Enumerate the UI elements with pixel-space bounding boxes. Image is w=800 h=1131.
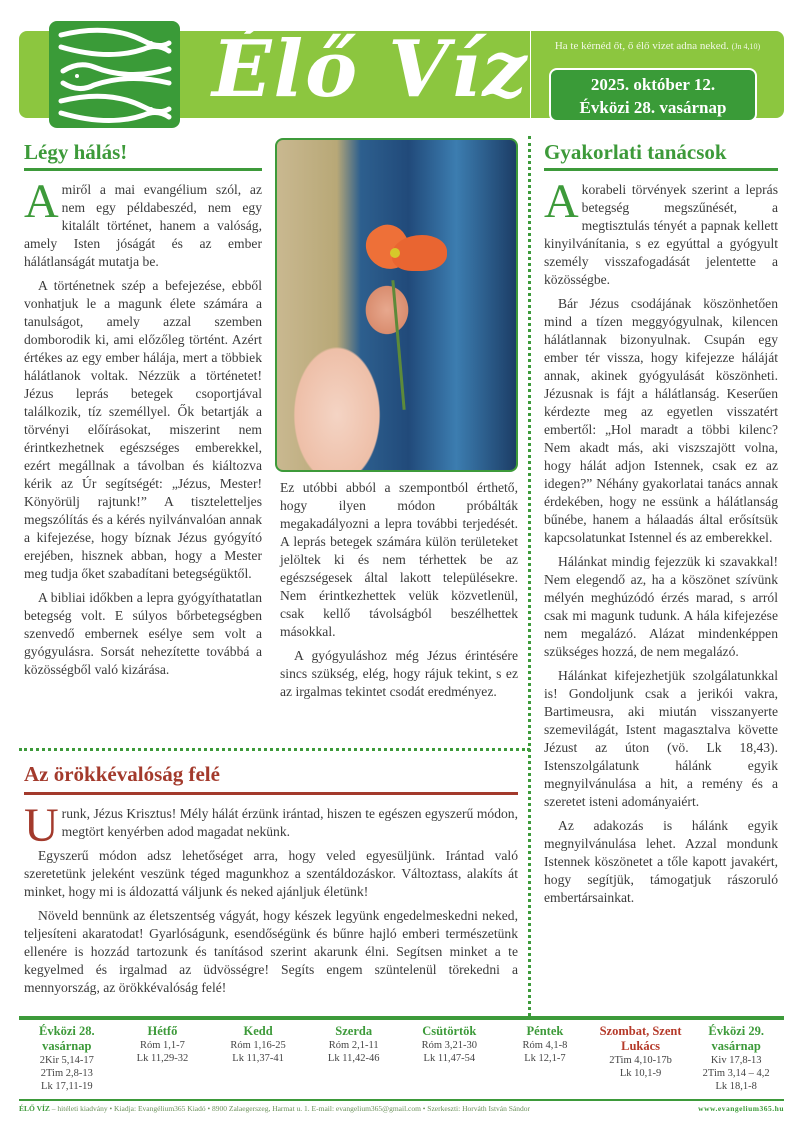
calendar-day [497,1024,593,1093]
reading: 2Tim 2,8-13 [40,1068,93,1079]
reading: Kiv 17,8-13 [710,1055,762,1066]
reading: Lk 11,47-54 [423,1053,476,1064]
photo-flower-center [390,248,400,258]
footer-rule [19,1099,784,1101]
side-article [544,140,778,913]
calendar-day [19,1024,115,1093]
website-link[interactable]: www.evangelium365.hu [698,1104,784,1113]
calendar-day [593,1024,689,1093]
main-article-title: Légy hálás! [24,140,128,164]
title-underline [24,792,518,795]
reading: Lk 11,29-32 [136,1053,189,1064]
calendar-day [688,1024,784,1093]
footer-brand: ÉLŐ VÍZ [19,1104,50,1113]
paragraph: Egyszerű módon adsz lehetőséget arra, hogy veled egyesüljünk. Irántad való szeretetünk jeleként veszünk téged magunkhoz a szentáldozáskor. Változtass, alakíts át minket, hogy mi is áldozattá váljunk és neked ajánljuk életünk! [24,848,518,899]
publisher-info [19,1104,530,1113]
calendar-day [115,1024,211,1093]
issue-date: 2025. október 12. [590,75,716,94]
paragraph: Növeld bennünk az életszentség vágyát, hogy készek legyünk engedelmeskedni neked, teljesíteni akaratodat! Gyarlóságunk, esendőségünk és bűnre hajló emberi természetünk ellenére is hozzád tartozunk és tanításod szerint akarunk élni. Segítsen minket a te kegyelmed és irgalmad az üdvösségre! Segíts engem szüntelenül törekedni a mennyország, az örökkévalóság felé! [24,908,518,995]
day-name: Évközi 29. vasárnap [708,1024,764,1053]
photo-stem [391,280,405,410]
main-article [24,140,262,685]
newsletter-title: Élő Víz [212,24,529,115]
paragraph: Az adakozás is hálánk egyik megnyilvánulása lehet. Azzal mondunk Istennek köszönetet a tőle kapott javakért, hogy segítjük, támogatjuk rászoruló embertársainkat. [544,818,778,905]
paragraph: A bibliai időkben a lepra gyógyíthatatlan betegség volt. E súlyos bőrbetegségben szenvedő embernek esélye sem volt a gyógyulásra. Sorsát nehezítette továbbá a közösségből való kizárása. [24,590,262,677]
day-name: Csütörtök [422,1024,477,1038]
weekly-readings-calendar [19,1024,784,1093]
reading: Róm 2,1-11 [328,1040,379,1051]
flower-photo [275,138,518,472]
drop-cap: U [24,799,59,852]
paragraph: Amiről a mai evangélium szól, az nem egy példabeszéd, nem egy kitalált történet, hanem a valóság, amely Isten jóságát és az ember hálátlanságát mutatja be. [24,175,262,269]
main-article-continued [280,479,518,707]
drop-cap: A [544,175,579,228]
three-fish-icon [49,21,180,128]
liturgical-day: Évközi 28. vasárnap [579,98,727,117]
day-name: Hétfő [147,1024,178,1038]
title-underline [24,168,262,171]
calendar-day [306,1024,402,1093]
paragraph: Ez utóbbi abból a szempontból érthető, hogy ilyen módon próbálták megakadályozni a lepra további terjedését. A leprás betegek számára külön területeket jelöltek ki és nem térhettek be az egészségesek által lakott településekre. Nem érintkezhettek velük közvetlenül, csak kellő távolságból beszélhettek másokkal. [280,480,518,639]
paragraph: Akorabeli törvények szerint a leprás betegség megszűnését, a megtisztulás tényét a papnak kellett kinyilvánítania, s ez egyúttal a gyógyult személy visszafogadását jelentette a közösségbe. [544,175,778,287]
reading: Lk 11,42-46 [327,1053,380,1064]
paragraph: A történetnek szép a befejezése, ebből vonhatjuk le a magunk élete számára a tanulságot, amely azzal szemben domborodik ki, ami előzőleg történt. Azért értékes az egy ember hálája, mert a többiek hálátlanok voltak. Nézzük a történetet! Jézus leprás betegek csoportjával találkozik, tíz személlyel. Ők betartják a törvényi előírásokat, miszerint nem érintkezhetnek egészséges emberekkel, ezért megállnak a távolban és kiáltozva kérik az Úr segítségét: „Jézus, Mester! Könyörülj rajtunk!” A tiszteletteljes megszólítás és a kérés nyilvánvalóan annak a kifejezése, hogy bíznak Jézus gyógyító erejében, hisznek abban, hogy a Mester meg tudja őket szabadítani betegségüktől. [24,278,262,581]
day-name: Szerda [335,1024,373,1038]
prayer-section [24,762,518,1003]
motto-reference: (Jn 4,10) [731,42,761,51]
paragraph: Hálánkat kifejezhetjük szolgálatunkkal is! Gondoljunk csak a jerikói vakra, Bartimeusra, aki miután visszanyerte szemevilágát, Istent magasztalva követte Jézust az úton (vö. Lk 18,43). Istenszolgálatunk hálánk egyik megnyilvánulása a hit, a remény és a szeretet isteni adományaiért. [544,668,778,809]
prayer-title: Az örökkévalóság felé [24,762,220,786]
section-divider [19,748,530,751]
footer [19,1104,784,1113]
reading: Lk 11,37-41 [232,1053,284,1064]
photo-petal [392,235,447,271]
calendar-day [210,1024,306,1093]
paragraph: Hálánkat mindig fejezzük ki szavakkal! Nem elegendő az, ha a köszönet szívünk mélyén meghúzódó érzés marad, s arról csak mi magunk tudunk. A hála kifejezése nem megalázó. Alázat mindenképpen szükséges hozzá, de nem megalázó. [544,554,778,659]
calendar-day [402,1024,498,1093]
reading: Lk 17,11-19 [41,1081,93,1092]
paragraph: A gyógyuláshoz még Jézus érintésére sincs szükség, elég, hogy rájuk tekint, s ez az irgalmas tekintet csodát eredményez. [280,648,518,699]
reading: Róm 4,1-8 [522,1040,568,1051]
reading: 2Tim 4,10-17b [609,1055,672,1066]
date-badge [549,68,757,122]
day-name: Évközi 28. vasárnap [39,1024,95,1053]
reading: 2Tim 3,14 – 4,2 [702,1068,770,1079]
reading: Róm 1,16-25 [230,1040,286,1051]
reading: Lk 12,1-7 [524,1053,566,1064]
motto-text: Ha te kérnéd őt, ő élő vizet adna neked. [554,40,729,52]
calendar-top-rule [19,1016,784,1020]
day-name: Péntek [526,1024,564,1038]
paragraph: Urunk, Jézus Krisztus! Mély hálát érzünk irántad, hiszen te egészen egyszerű módon, megtört kenyérben adod magadat nekünk. [24,799,518,852]
reading: Lk 18,1-8 [715,1081,757,1092]
side-article-title: Gyakorlati tanácsok [544,140,727,164]
reading: 2Kir 5,14-17 [39,1055,94,1066]
drop-cap: A [24,175,59,228]
reading: Róm 3,21-30 [421,1040,478,1051]
day-name: Kedd [243,1024,273,1038]
footer-info: – hitéleti kiadvány • Kiadja: Evangélium365 Kiadó • 8900 Zalaegerszeg, Harmat u. 1. E-mail: evangelium365@gmail.com • Szerkeszti: Horváth István Sándor [49,1104,530,1113]
reading: Lk 10,1-9 [619,1068,662,1079]
title-underline [544,168,778,171]
paragraph: Bár Jézus csodájának köszönhetően mind a tízen meggyógyulnak, kilencen hálátlannak bizonyulnak. Csupán egy ember tér vissza, hogy kifejezze háláját annak, akinek gyógyulását köszönheti. Jézusnak is fájt a hálátlanság. Keserűen kérdezte meg az egyetlen visszatért embertől: „Hol maradt a többi kilenc? Nem akadt más, aki viszszajött volna, hogy hálát adjon Istennek, csak ez az idegen?” Néhány gyakorlatai tanács annak érdekében, hogy ne essünk a hálátlanság bűnébe, hanem a hálaadás által erősítsük kapcsolatunkat Istennel és az emberekkel. [544,296,778,545]
day-name: Szombat, Szent Lukács [599,1024,682,1053]
column-divider [528,136,531,1016]
motto [531,40,784,52]
reading: Róm 1,1-7 [139,1040,185,1051]
